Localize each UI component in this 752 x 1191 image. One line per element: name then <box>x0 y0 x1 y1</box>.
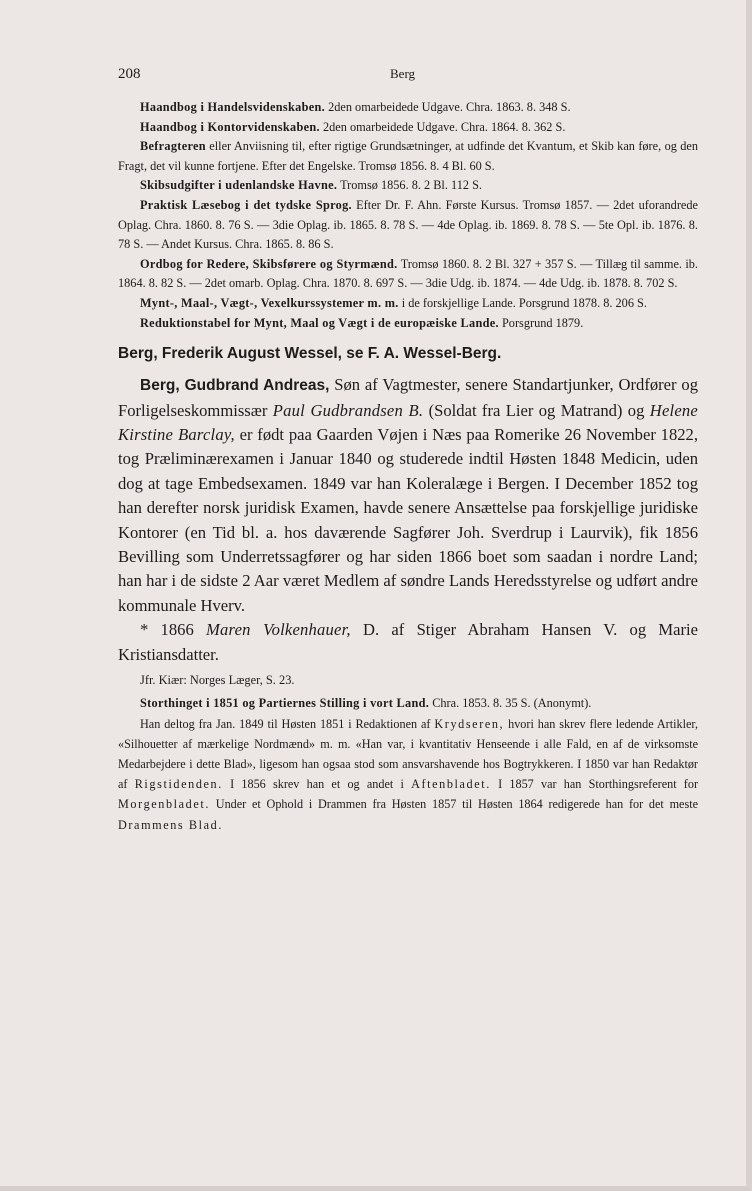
page-content <box>118 98 698 835</box>
bibliography-item: Skibsudgifter i udenlandske Havne. Tromsø 1856. 8. 2 Bl. 112 S. <box>140 178 482 193</box>
mother-name: Helene Kirstine Barclay, <box>118 400 698 444</box>
bibliography-item: Haandbog i Handelsvidenskaben. 2den omarbeidede Udgave. Chra. 1863. 8. 348 S. <box>140 100 571 114</box>
bibliography-item: Praktisk Læsebog i det tydske Sprog. Efter Dr. F. Ahn. Første Kursus. Tromsø 1857. — 2det uforandrede Oplag. Chra. 1860. 8. 76 S. — 3die Oplag. ib. 1865. 8. 78 S. — 4de Oplag. ib. 1869. 8. 78 S. — 5te Opl. ib. 1876. 8. 78 S. — Andet Kursus. Chra. 1865. 8. 86 S. <box>118 197 698 252</box>
cross-reference-heading: Berg, Frederik August Wessel, se F. A. Wessel-Berg. <box>118 345 502 363</box>
bibliography-item: Haandbog i Kontorvidenskaben. 2den omarbeidede Udgave. Chra. 1864. 8. 362 S. <box>140 119 566 134</box>
note-paragraph: Han deltog fra Jan. 1849 til Høsten 1851 i Redaktionen af Krydseren, hvori han skrev flere ledende Artikler, «Silhouetter af mærkelige Nordmænd» m. m. «Han var, i kvantitativ Henseende i alle Fald, en af de virksomste Medarbejdere i dette Blad», ligesom han ogsaa stod som ansvarshavende hos Bogtrykkeren. I 1850 var han Redaktør af Rigstidenden. I 1856 skrev han et og andet i Aftenbladet. I 1857 var han Storthingsreferent for Morgenbladet. Under et Ophold i Drammen fra Høsten 1857 til Høsten 1864 redigerede han for det meste Drammens Blad. <box>118 716 699 832</box>
page-number: 208 <box>118 66 141 82</box>
page-header <box>118 66 638 86</box>
marriage-line: * 1866 Maren Volkenhauer, D. af Stiger Abraham Hansen V. og Marie Kristiansdatter. <box>118 620 699 664</box>
work-entry: Storthinget i 1851 og Partiernes Stilling i vort Land. Chra. 1853. 8. 35 S. (Anonymt). <box>140 696 592 710</box>
reference-line: Jfr. Kiær: Norges Læger, S. 23. <box>140 673 295 687</box>
father-name: Paul Gudbrandsen B. <box>272 400 424 420</box>
bibliography-item: Ordbog for Redere, Skibsførere og Styrmænd. Tromsø 1860. 8. 2 Bl. 327 + 357 S. — Tillæg til samme. ib. 1864. 8. 82 S. — 2det omarb. Oplag. Chra. 1870. 8. 697 S. — 3die Udg. ib. 1874. — 4de Udg. ib. 1878. 8. 702 S. <box>118 256 698 291</box>
entry-name: Berg, Gudbrand Andreas, <box>140 377 330 395</box>
bibliography-item: Befragteren eller Anviisning til, efter rigtige Grundsætninger, at udfinde det Kvantum, et Skib kan føre, og den Fragt, det vil kunne fortjene. Efter det Engelske. Tromsø 1856. 8. 4 Bl. 60 S. <box>118 139 699 173</box>
running-head: Berg <box>390 66 416 81</box>
wife-name: Maren Volkenhauer, <box>206 620 351 640</box>
bibliography-item: Mynt-, Maal-, Vægt-, Vexelkurssystemer m. m. i de forskjellige Lande. Porsgrund 1878. 8. 206 S. <box>140 295 647 310</box>
biography-entry: Berg, Gudbrand Andreas, Søn af Vagtmester, senere Standartjunker, Ordfører og Forligelseskommissær Paul Gudbrandsen B. (Soldat fra Lier og Matrand) og Helene Kirstine Barclay, er født paa Gaarden Vøjen i Næs paa Romerike 26 November 1822, tog Præliminærexamen i Januar 1840 og studerede indtil Høsten 1848 Medicin, uden dog at tage Embedsexamen. 1849 var han Koleralæge i Bergen. I December 1852 tog han derefter norsk juridisk Examen, havde senere Ansættelse paa forskjellige juridiske Kontorer (en Tid bl. a. hos daværende Sagfører Joh. Sverdrup i Laurvik), fik 1856 Bevilling som Underretssagfører og har siden 1866 boet som saadan i nordre Land; han har i de sidste 2 Aar været Medlem af søndre Lands Heredsstyrelse og udført andre kommunale Hverv. <box>118 375 699 615</box>
work-title: Storthinget i 1851 og Partiernes Stilling i vort Land. <box>140 696 430 710</box>
bibliography-list <box>118 98 698 333</box>
bibliography-item: Reduktionstabel for Mynt, Maal og Vægt i de europæiske Lande. Porsgrund 1879. <box>140 315 584 330</box>
